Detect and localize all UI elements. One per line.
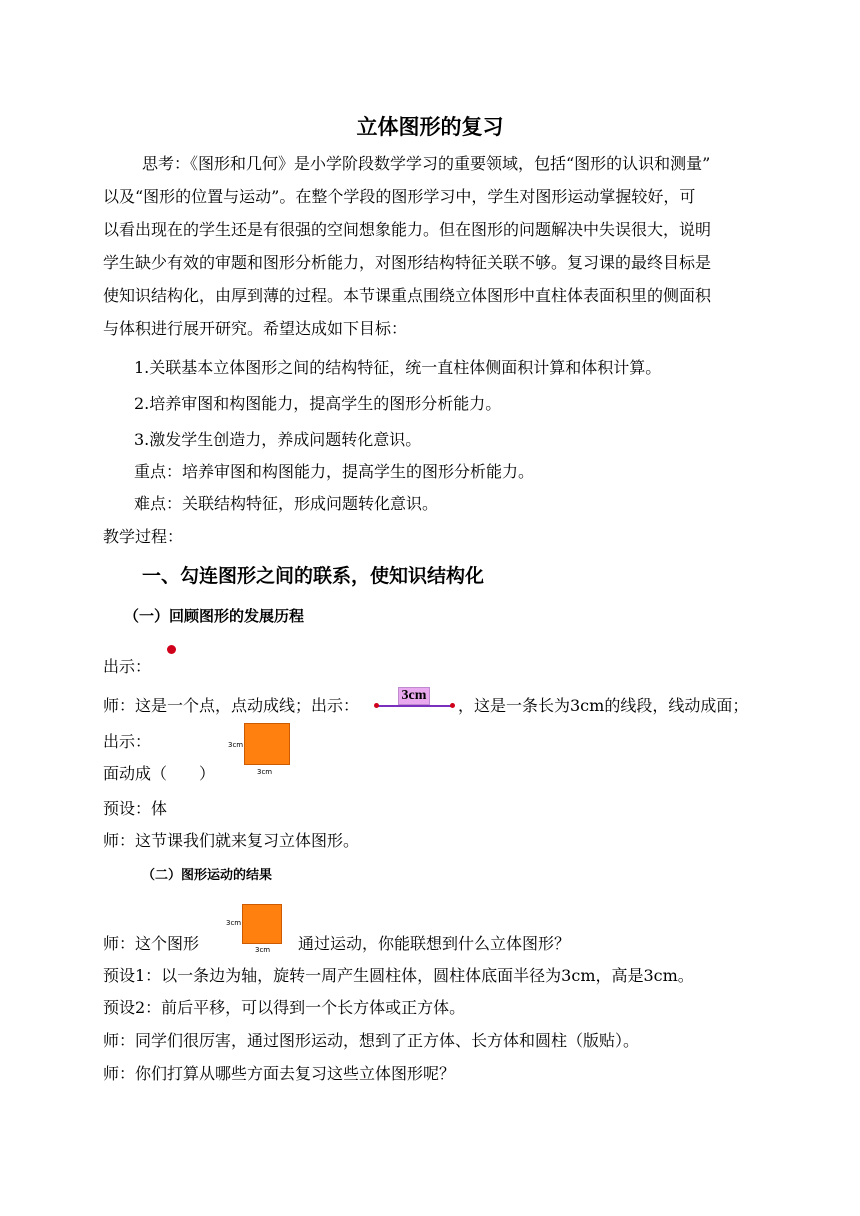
subsection-heading-1: （一）回顾图形的发展历程 (124, 607, 305, 625)
teacher-line-1a: 师：这是一个点，点动成线；出示： (103, 696, 360, 715)
square-side-label-2: 3cm (226, 919, 242, 927)
intro-line-2: 以及“图形的位置与运动”。在整个学段的图形学习中，学生对图形运动掌握较好，可 (103, 187, 696, 206)
square-bottom-label-2: 3cm (255, 946, 271, 954)
process-label: 教学过程： (103, 527, 184, 546)
page-title: 立体图形的复习 (356, 114, 504, 139)
intro-line-6: 与体积进行展开研究。希望达成如下目标： (103, 319, 408, 338)
square-bottom-label-1: 3cm (257, 768, 273, 776)
face-motion-line: 面动成（ ） (103, 764, 216, 783)
goal-3: 3.激发学生创造力，养成问题转化意识。 (134, 430, 422, 449)
teacher-line-3b: 通过运动，你能联想到什么立体图形？ (298, 934, 571, 953)
intro-line-3: 以看出现在的学生还是有很强的空间想象能力。但在图形的问题解决中失误很大，说明 (103, 220, 712, 239)
segment-length-label: 3cm (398, 687, 430, 705)
key-point: 重点：培养审图和构图能力，提高学生的图形分析能力。 (134, 462, 535, 481)
teacher-line-4: 师：同学们很厉害，通过图形运动，想到了正方体、长方体和圆柱（版贴）。 (103, 1031, 640, 1050)
orange-square-figure-1 (244, 723, 290, 765)
section-heading-1: 一、勾连图形之间的联系，使知识结构化 (142, 565, 485, 587)
show-label-2: 出示： (103, 732, 152, 751)
difficulty: 难点：关联结构特征，形成问题转化意识。 (134, 494, 439, 513)
subsection-heading-2: （二）图形运动的结果 (142, 868, 273, 883)
preset-line-b: 预设2：前后平移，可以得到一个长方体或正方体。 (103, 998, 466, 1017)
teacher-line-2: 师：这节课我们就来复习立体图形。 (103, 831, 360, 850)
teacher-line-5: 师：你们打算从哪些方面去复习这些立体图形呢？ (103, 1064, 456, 1083)
intro-line-5: 使知识结构化，由厚到薄的过程。本节课重点围绕立体图形中直柱体表面积里的侧面积 (103, 286, 712, 305)
goal-2: 2.培养审图和构图能力，提高学生的图形分析能力。 (134, 394, 502, 413)
preset-line-a: 预设1：以一条边为轴，旋转一周产生圆柱体，圆柱体底面半径为3cm，高是3cm。 (103, 966, 694, 985)
segment-line (376, 705, 454, 707)
segment-endpoint-right (450, 703, 455, 708)
segment-endpoint-left (374, 703, 379, 708)
orange-square-figure-2 (242, 904, 282, 944)
teacher-line-1b: ，这是一条长为3cm的线段，线动成面； (458, 696, 749, 715)
show-label-1: 出示： (103, 657, 152, 676)
intro-line-4: 学生缺少有效的审题和图形分析能力，对图形结构特征关联不够。复习课的最终目标是 (103, 253, 712, 272)
goal-1: 1.关联基本立体图形之间的结构特征，统一直柱体侧面积计算和体积计算。 (134, 358, 662, 377)
intro-line-1: 思考：《图形和几何》是小学阶段数学学习的重要领域，包括“图形的认识和测量” (142, 154, 711, 173)
preset-body: 预设：体 (103, 799, 168, 818)
teacher-line-3a: 师：这个图形 (103, 934, 200, 953)
point-figure (167, 645, 176, 654)
square-side-label-1: 3cm (228, 741, 244, 749)
